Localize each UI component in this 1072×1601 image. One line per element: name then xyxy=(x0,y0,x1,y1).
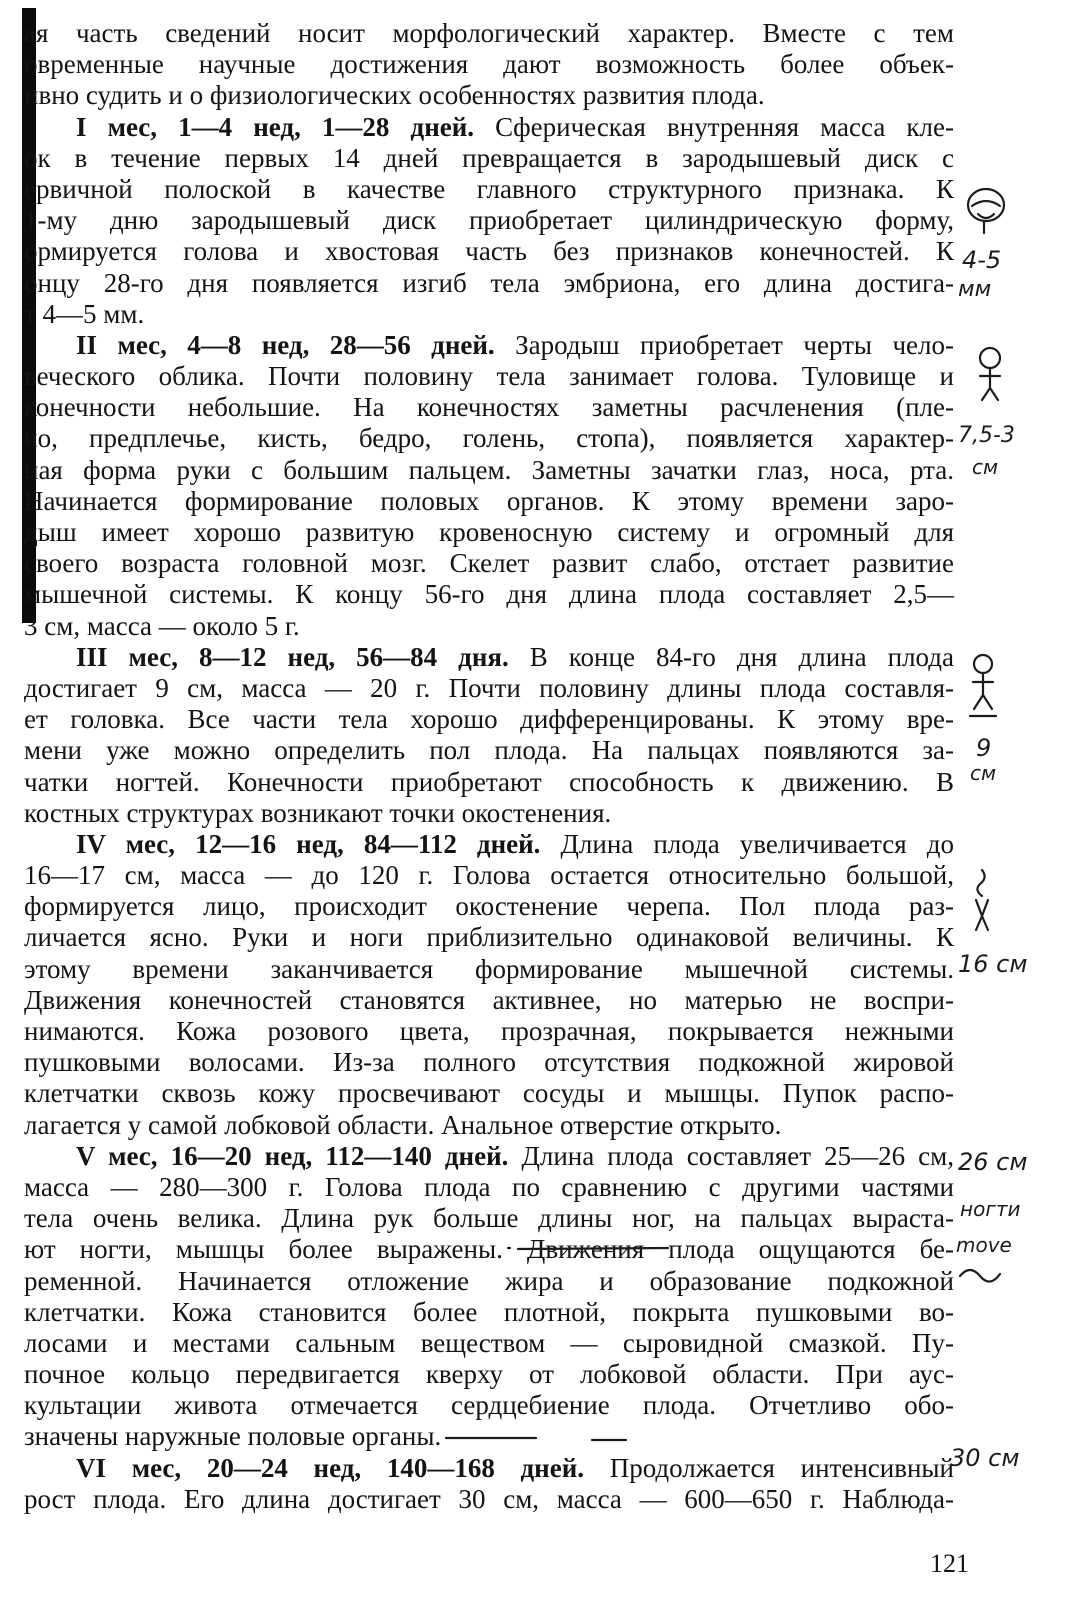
line-text: Продолжается интенсивный xyxy=(584,1452,954,1483)
text-line xyxy=(24,1359,954,1390)
margin-note-1b: мм xyxy=(958,277,992,302)
text-line xyxy=(24,767,954,798)
text-line xyxy=(24,143,954,174)
line-text: ременной. Начинается отложение жира и образование подкожной xyxy=(24,1265,954,1296)
text-line xyxy=(24,392,954,423)
line-text: рост плода. Его длина достигает 30 см, масса — 600—650 г. Наблюда- xyxy=(24,1483,954,1514)
margin-note-5c: move xyxy=(956,1233,1012,1257)
line-text: ормируется голова и хвостовая часть без признаков конечностей. К xyxy=(24,236,954,267)
text-line xyxy=(24,1297,954,1328)
text-line xyxy=(24,798,954,829)
text-line xyxy=(24,704,954,735)
text-line xyxy=(24,361,954,392)
text-line xyxy=(24,18,954,49)
line-text: ет головка. Все части тела хорошо дифференцированы. К этому вре- xyxy=(24,704,954,735)
margin-note-2b: см xyxy=(972,455,999,479)
text-line xyxy=(24,455,954,486)
text-line xyxy=(24,299,954,330)
line-text: этому времени заканчивается формирование мышечной системы. xyxy=(24,953,954,984)
text-line xyxy=(24,1453,954,1484)
line-text: пушковыми волосами. Из-за полного отсутствия подкожной жировой xyxy=(24,1047,954,1078)
text-line xyxy=(24,1047,954,1078)
text-line xyxy=(24,330,954,361)
text-line xyxy=(24,423,954,454)
line-text: ервичной полоской в качестве главного структурного признака. К xyxy=(24,173,954,204)
text-line xyxy=(24,80,954,111)
text-line xyxy=(24,579,954,610)
text-line xyxy=(24,548,954,579)
text-line xyxy=(24,922,954,953)
line-text: В конце 84-го дня длина плода xyxy=(508,641,954,672)
line-text: клетчатки сквозь кожу просвечивают сосуды и мышцы. Пупок распо- xyxy=(24,1078,954,1109)
text-line xyxy=(24,486,954,517)
text-line xyxy=(24,1110,954,1141)
text-line xyxy=(24,1234,954,1265)
embryo-sketch-1 xyxy=(968,189,1004,233)
line-text: костных структурах возникают точки окостенения. xyxy=(24,797,612,828)
margin-note-3b: см xyxy=(970,761,997,785)
margin-note-5a: 26 см xyxy=(958,1148,1028,1176)
section-heading: III мес, 8—12 нед, 56—84 дня. xyxy=(76,641,509,672)
margin-note-2a: 7,5-3 xyxy=(958,423,1015,448)
text-line xyxy=(24,1016,954,1047)
line-text: мышечной системы. К концу 56-го дня длина плода составляет 2,5— xyxy=(24,579,954,610)
text-line xyxy=(24,1421,954,1452)
line-text: значены наружные половые органы. xyxy=(24,1421,442,1452)
margin-note-5b: ногти xyxy=(960,1197,1021,1221)
line-text: масса — 280—300 г. Голова плода по сравнению с другими частями xyxy=(24,1171,954,1202)
text-line xyxy=(24,49,954,80)
margin-note-3a: 9 xyxy=(976,734,992,762)
line-text: достигает 9 см, масса — 20 г. Почти половину длины плода составля- xyxy=(24,672,954,703)
text-line xyxy=(24,891,954,922)
text-line xyxy=(24,1484,954,1515)
line-text: клетчатки. Кожа становится более плотной, покрыта пушковыми во- xyxy=(24,1296,954,1327)
line-text: Зародыш приобретает черты чело- xyxy=(494,329,954,360)
line-text: ивно судить и о физиологических особенностях развития плода. xyxy=(24,80,765,111)
line-text: Длина плода увеличивается до xyxy=(540,828,954,859)
figure-sketch-2 xyxy=(980,348,1000,400)
line-text: 16—17 см, масса — до 120 г. Голова остается относительно большой, xyxy=(24,860,954,891)
figure-sketch-3 xyxy=(970,655,996,716)
text-line xyxy=(24,985,954,1016)
line-text: формируется лицо, происходит окостенение черепа. Пол плода раз- xyxy=(24,891,954,922)
line-text: веческого облика. Почти половину тела занимает голова. Туловище и xyxy=(24,361,954,392)
line-text: тела очень велика. Длина рук больше длины ног, на пальцах выраста- xyxy=(24,1203,954,1234)
line-text: Движения конечностей становятся активнее, но матерью не воспри- xyxy=(24,984,954,1015)
margin-note-4: 16 см xyxy=(958,950,1028,978)
text-line xyxy=(24,236,954,267)
line-text: лагается у самой лобковой области. Анальное отверстие открыто. xyxy=(24,1109,782,1140)
line-text: овременные научные достижения дают возможность более объек- xyxy=(24,49,954,80)
text-line xyxy=(24,829,954,860)
line-text: своего возраста головной мозг. Скелет развит слабо, отстает развитие xyxy=(24,548,954,579)
line-text: нимаются. Кожа розового цвета, прозрачная, покрывается нежными xyxy=(24,1016,954,1046)
section-heading: IV мес, 12—16 нед, 84—112 дней. xyxy=(76,828,541,859)
text-line xyxy=(24,517,954,548)
page-number: 121 xyxy=(930,1549,969,1578)
figure-sketch-4 xyxy=(976,870,988,930)
line-text: личается ясно. Руки и ноги приблизительно одинаковой величины. К xyxy=(24,922,954,953)
text-line xyxy=(24,1328,954,1359)
line-text: онцу 28-го дня появляется изгиб тела эмбриона, его длина достига- xyxy=(24,267,954,298)
line-text: чатки ногтей. Конечности приобретают способность к движению. В xyxy=(24,766,954,797)
text-line xyxy=(24,642,954,673)
text-line xyxy=(24,860,954,891)
line-text: ют ногти, мышцы более выражены. Движения плода ощущаются бе- xyxy=(24,1234,954,1265)
margin-note-1a: 4-5 xyxy=(962,246,1002,274)
section-heading: I мес, 1—4 нед, 1—28 дней. xyxy=(76,111,475,142)
line-text: чо, предплечье, кисть, бедро, голень, стопа), появляется характер- xyxy=(24,423,954,454)
line-text: т 4—5 мм. xyxy=(24,298,145,329)
text-line xyxy=(24,1390,954,1421)
text-line xyxy=(24,1203,954,1234)
text-line xyxy=(24,205,954,236)
section-heading: VI мес, 20—24 нед, 140—168 дней. xyxy=(76,1452,585,1483)
text-line xyxy=(24,735,954,766)
section-heading: V мес, 16—20 нед, 112—140 дней. xyxy=(76,1140,509,1171)
text-line xyxy=(24,1078,954,1109)
line-text: почное кольцо передвигается кверху от лобковой области. При аус- xyxy=(24,1359,954,1390)
line-text: ок в течение первых 14 дней превращается в зародышевый диск с xyxy=(24,142,954,173)
text-line xyxy=(24,1141,954,1172)
text-line xyxy=(24,954,954,985)
line-text: культации живота отмечается сердцебиение плода. Отчетливо обо- xyxy=(24,1390,954,1421)
line-text: ая часть сведений носит морфологический характер. Вместе с тем xyxy=(24,18,954,48)
margin-note-6: 30 см xyxy=(950,1444,1020,1472)
line-text: 1-му дню зародышевый диск приобретает цилиндрическую форму, xyxy=(24,205,954,236)
margin-scribble xyxy=(960,1270,1000,1282)
line-text: конечности небольшие. На конечностях заметны расчленения (пле- xyxy=(24,392,954,423)
line-text: мени уже можно определить пол плода. На пальцах появляются за- xyxy=(24,735,954,766)
line-text: дыш имеет хорошо развитую кровеносную систему и огромный для xyxy=(24,517,954,547)
text-line xyxy=(24,112,954,143)
line-text: Сферическая внутренняя масса кле- xyxy=(474,111,954,142)
line-text: лосами и местами сальным веществом — сыровидной смазкой. Пу- xyxy=(24,1327,954,1358)
section-heading: II мес, 4—8 нед, 28—56 дней. xyxy=(76,329,495,360)
line-text: Длина плода составляет 25—26 см, xyxy=(508,1140,954,1171)
text-line xyxy=(24,673,954,704)
text-line xyxy=(24,1172,954,1203)
line-text: Начинается формирование половых органов. К этому времени заро- xyxy=(24,485,954,516)
text-line xyxy=(24,611,954,642)
text-line xyxy=(24,174,954,205)
text-line xyxy=(24,268,954,299)
line-text: 3 см, масса — около 5 г. xyxy=(24,610,300,641)
text-line xyxy=(24,1266,954,1297)
line-text: ная форма руки с большим пальцем. Заметны зачатки глаз, носа, рта. xyxy=(24,454,954,485)
book-text xyxy=(24,18,954,1515)
